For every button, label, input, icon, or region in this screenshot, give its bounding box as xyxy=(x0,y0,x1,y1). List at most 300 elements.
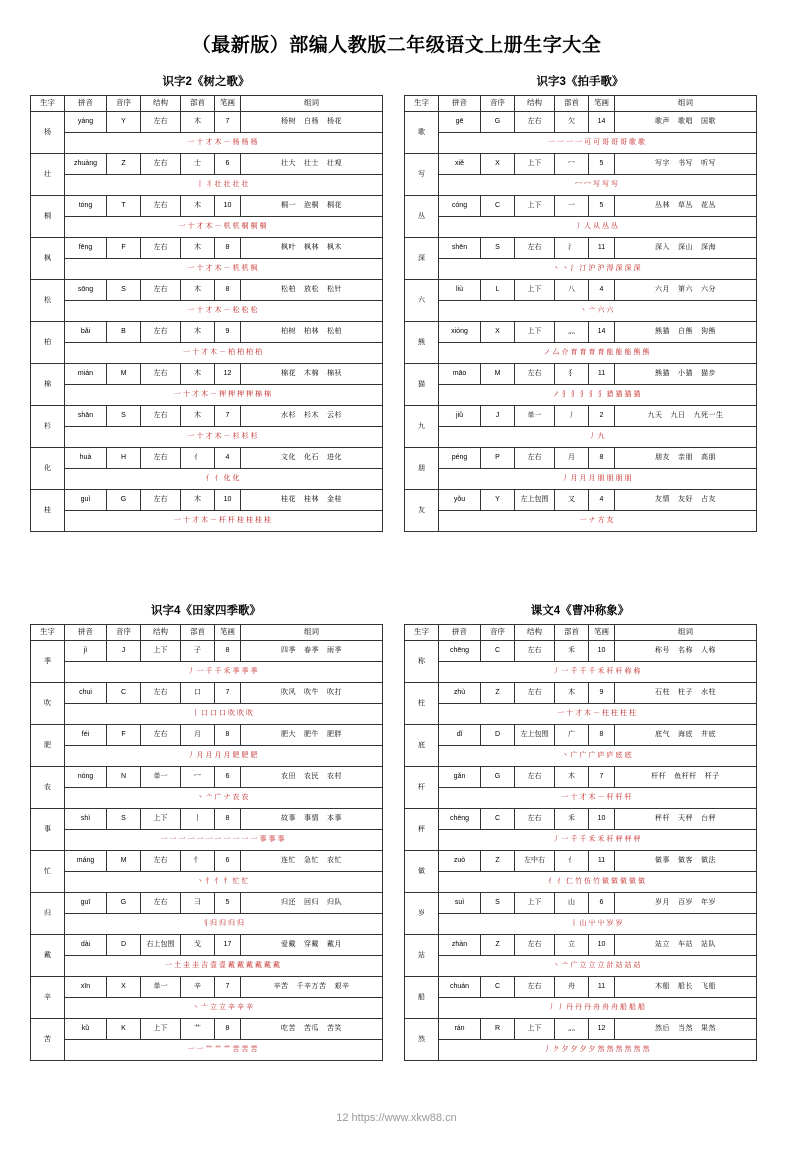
yinxu-cell: F xyxy=(107,238,141,259)
zuci-word: 杉木 xyxy=(304,412,319,420)
jiegou-cell: 左右 xyxy=(141,725,181,746)
bushou-cell: 广 xyxy=(555,725,589,746)
stroke-order-cell: 一十才木－柙柙柙柙棉棉 xyxy=(65,385,383,406)
stroke-row xyxy=(405,788,757,809)
zuci-cell xyxy=(615,406,757,427)
col-zuci: 组词 xyxy=(241,625,383,641)
bihua-cell: 10 xyxy=(215,196,241,217)
zuci-cell xyxy=(615,851,757,872)
col-zi: 生字 xyxy=(405,625,439,641)
bihua-cell: 7 xyxy=(215,112,241,133)
bushou-cell: 木 xyxy=(181,280,215,301)
character-cell: 吹 xyxy=(31,683,65,725)
zuci-word: 肥牛 xyxy=(304,731,319,739)
bushou-cell: 又 xyxy=(555,490,589,511)
bihua-cell: 17 xyxy=(215,935,241,956)
bihua-cell: 11 xyxy=(589,238,615,259)
stroke-row xyxy=(31,217,383,238)
stroke-row xyxy=(31,469,383,490)
bihua-cell: 2 xyxy=(589,406,615,427)
stroke-order-cell: 一十才木－杨杨杨 xyxy=(65,133,383,154)
zuci-word: 本事 xyxy=(327,815,342,823)
zuci-word: 辛苦 xyxy=(273,983,289,991)
table-row xyxy=(405,112,757,133)
zuci-word: 壮观 xyxy=(327,160,342,168)
zuci-cell xyxy=(615,641,757,662)
stroke-order-cell: 丶广广广庐庐底底 xyxy=(439,746,757,767)
table-row xyxy=(405,641,757,662)
zuci-word: 六月 xyxy=(655,286,670,294)
stroke-row xyxy=(405,956,757,977)
stroke-row xyxy=(31,427,383,448)
pinyin-cell: yáng xyxy=(65,112,107,133)
pinyin-cell: féi xyxy=(65,725,107,746)
bushou-cell: 木 xyxy=(181,196,215,217)
pinyin-cell: xióng xyxy=(439,322,481,343)
zuci-word: 桂林 xyxy=(304,496,319,504)
character-cell: 化 xyxy=(31,448,65,490)
zuci-word: 占友 xyxy=(701,496,716,504)
bushou-cell: 舟 xyxy=(555,977,589,998)
character-cell: 壮 xyxy=(31,154,65,196)
stroke-row xyxy=(405,998,757,1019)
jiegou-cell: 左右 xyxy=(141,406,181,427)
zuci-word: 松柏 xyxy=(327,328,342,336)
character-cell: 做 xyxy=(405,851,439,893)
bihua-cell: 7 xyxy=(589,767,615,788)
table-row xyxy=(405,364,757,385)
zuci-word: 杆子 xyxy=(704,773,720,781)
bushou-cell: 辛 xyxy=(181,977,215,998)
yinxu-cell: M xyxy=(107,364,141,385)
col-jiegou: 结构 xyxy=(141,625,181,641)
table-row xyxy=(31,196,383,217)
yinxu-cell: S xyxy=(107,809,141,830)
zuci-cell xyxy=(615,196,757,217)
pinyin-cell: suì xyxy=(439,893,481,914)
bushou-cell: 八 xyxy=(555,280,589,301)
jiegou-cell: 上下 xyxy=(141,809,181,830)
bushou-cell: 忄 xyxy=(181,851,215,872)
jiegou-cell: 左右 xyxy=(141,154,181,175)
block-3-table xyxy=(404,624,757,1061)
zuci-word: 听写 xyxy=(701,160,716,168)
stroke-row xyxy=(31,872,383,893)
zuci-cell xyxy=(615,112,757,133)
jiegou-cell: 上下 xyxy=(515,196,555,217)
jiegou-cell: 左右 xyxy=(515,448,555,469)
zuci-word: 写字 xyxy=(655,160,670,168)
yinxu-cell: Z xyxy=(481,683,515,704)
jiegou-cell: 左右 xyxy=(515,641,555,662)
zuci-cell xyxy=(615,364,757,385)
bihua-cell: 8 xyxy=(215,1019,241,1040)
zuci-cell xyxy=(241,280,383,301)
zuci-word: 做事 xyxy=(655,857,670,865)
jiegou-cell: 左右 xyxy=(141,448,181,469)
watermark: 12 https://www.xkw88.cn xyxy=(336,1112,457,1124)
zuci-word: 丛林 xyxy=(655,202,670,210)
zuci-cell xyxy=(241,448,383,469)
col-bihua: 笔画 xyxy=(589,96,615,112)
zuci-word: 爱戴 xyxy=(281,941,296,949)
yinxu-cell: K xyxy=(107,1019,141,1040)
stroke-order-cell: 丨丬壮壮壮壮 xyxy=(65,175,383,196)
character-cell: 船 xyxy=(405,977,439,1019)
yinxu-cell: C xyxy=(481,977,515,998)
stroke-order-cell: 一十才木－松松松 xyxy=(65,301,383,322)
bushou-cell: 冖 xyxy=(555,154,589,175)
zuci-cell xyxy=(615,322,757,343)
bushou-cell: 亻 xyxy=(181,448,215,469)
zuci-word: 当然 xyxy=(678,1025,693,1033)
jiegou-cell: 左右 xyxy=(515,977,555,998)
pinyin-cell: chèng xyxy=(439,809,481,830)
zuci-word: 归队 xyxy=(327,899,342,907)
zuci-word: 熊猫 xyxy=(655,370,670,378)
pinyin-cell: xīn xyxy=(65,977,107,998)
pinyin-cell: shān xyxy=(65,406,107,427)
bihua-cell: 8 xyxy=(215,809,241,830)
zuci-word: 化石 xyxy=(304,454,319,462)
yinxu-cell: S xyxy=(481,893,515,914)
jiegou-cell: 左右 xyxy=(141,112,181,133)
zuci-word: 柏树 xyxy=(281,328,296,336)
zuci-cell xyxy=(241,767,383,788)
zuci-word: 人称 xyxy=(701,647,716,655)
col-jiegou: 结构 xyxy=(515,96,555,112)
bushou-cell: 丨 xyxy=(181,809,215,830)
zuci-word: 朋友 xyxy=(655,454,670,462)
col-bihua: 笔画 xyxy=(215,96,241,112)
zuci-word: 猫步 xyxy=(701,370,716,378)
col-yinxu: 音序 xyxy=(107,625,141,641)
zuci-word: 站立 xyxy=(655,941,670,949)
pinyin-cell: zhàn xyxy=(439,935,481,956)
stroke-row xyxy=(31,301,383,322)
col-bihua: 笔画 xyxy=(589,625,615,641)
zuci-word: 深山 xyxy=(678,244,693,252)
pinyin-cell: xiě xyxy=(439,154,481,175)
stroke-order-cell: 丿一千千禾季季季 xyxy=(65,662,383,683)
zuci-word: 海底 xyxy=(678,731,693,739)
zuci-cell xyxy=(241,1019,383,1040)
character-cell: 熊 xyxy=(405,322,439,364)
zuci-word: 小猫 xyxy=(678,370,693,378)
block-0-table xyxy=(30,95,383,532)
jiegou-cell: 左右 xyxy=(141,196,181,217)
table-row xyxy=(405,154,757,175)
stroke-row xyxy=(405,175,757,196)
zuci-word: 桐一 xyxy=(281,202,296,210)
stroke-row xyxy=(31,1040,383,1061)
yinxu-cell: G xyxy=(481,767,515,788)
pinyin-cell: rán xyxy=(439,1019,481,1040)
bushou-cell: 木 xyxy=(181,112,215,133)
stroke-row xyxy=(31,343,383,364)
zuci-word: 白熊 xyxy=(678,328,693,336)
block-2 xyxy=(30,602,382,1061)
table-row xyxy=(405,893,757,914)
stroke-order-cell: 一一艹艹艹苦苦苦 xyxy=(65,1040,383,1061)
stroke-order-cell: 一十才木－机机桐桐桐 xyxy=(65,217,383,238)
col-pinyin: 拼音 xyxy=(65,625,107,641)
table-row xyxy=(31,893,383,914)
stroke-order-cell: 一十才木－机机枫 xyxy=(65,259,383,280)
zuci-word: 站队 xyxy=(701,941,716,949)
stroke-row xyxy=(405,469,757,490)
zuci-word: 泡桐 xyxy=(304,202,319,210)
pinyin-cell: jiǔ xyxy=(439,406,481,427)
jiegou-cell: 左右 xyxy=(141,322,181,343)
block-2-body xyxy=(31,641,383,1061)
zuci-word: 松柏 xyxy=(281,286,296,294)
character-cell: 友 xyxy=(405,490,439,532)
table-row xyxy=(31,448,383,469)
zuci-word: 云杉 xyxy=(327,412,342,420)
table-row xyxy=(31,364,383,385)
bihua-cell: 10 xyxy=(215,490,241,511)
jiegou-cell: 右上包围 xyxy=(141,935,181,956)
zuci-word: 秤杆 xyxy=(655,815,670,823)
stroke-order-cell: 一土圭圭吉壹壹戴戴戴戴戴戴 xyxy=(65,956,383,977)
col-zi: 生字 xyxy=(31,625,65,641)
bihua-cell: 9 xyxy=(589,683,615,704)
jiegou-cell: 上下 xyxy=(515,893,555,914)
yinxu-cell: X xyxy=(481,322,515,343)
bihua-cell: 11 xyxy=(589,977,615,998)
zuci-word: 底气 xyxy=(655,731,670,739)
table-row xyxy=(405,935,757,956)
jiegou-cell: 上下 xyxy=(141,641,181,662)
pinyin-cell: máng xyxy=(65,851,107,872)
zuci-word: 狗熊 xyxy=(701,328,716,336)
zuci-word: 穿戴 xyxy=(304,941,319,949)
pinyin-cell: huà xyxy=(65,448,107,469)
stroke-order-cell: 一一一一可可哥哥哥歌歌 xyxy=(439,133,757,154)
col-bihua: 笔画 xyxy=(215,625,241,641)
pinyin-cell: zhù xyxy=(439,683,481,704)
zuci-cell xyxy=(241,154,383,175)
jiegou-cell: 左右 xyxy=(141,364,181,385)
block-0 xyxy=(30,73,382,532)
jiegou-cell: 左右 xyxy=(141,893,181,914)
yinxu-cell: Z xyxy=(481,935,515,956)
stroke-order-cell: 丶丶氵汀沪沪淂深深深 xyxy=(439,259,757,280)
pinyin-cell: péng xyxy=(439,448,481,469)
zuci-word: 名称 xyxy=(678,647,693,655)
bihua-cell: 5 xyxy=(589,196,615,217)
col-zi: 生字 xyxy=(31,96,65,112)
stroke-order-cell: 丿一千千千禾秆秆称称 xyxy=(439,662,757,683)
character-cell: 桂 xyxy=(31,490,65,532)
bushou-cell: 木 xyxy=(555,767,589,788)
bihua-cell: 7 xyxy=(215,977,241,998)
character-cell: 枫 xyxy=(31,238,65,280)
stroke-order-cell: 一十才木－柏柏柏柏 xyxy=(65,343,383,364)
stroke-order-cell: 一十才木－柱柱柱柱 xyxy=(439,704,757,725)
stroke-row xyxy=(31,175,383,196)
stroke-row xyxy=(405,385,757,406)
zuci-cell xyxy=(615,238,757,259)
stroke-order-cell: 丶亠广ナ农农 xyxy=(65,788,383,809)
pinyin-cell: jì xyxy=(65,641,107,662)
zuci-word: 九日 xyxy=(670,412,686,420)
pinyin-cell: shēn xyxy=(439,238,481,259)
bushou-cell: 士 xyxy=(181,154,215,175)
yinxu-cell: Y xyxy=(481,490,515,511)
col-zuci: 组词 xyxy=(615,96,757,112)
zuci-word: 枫林 xyxy=(304,244,319,252)
stroke-row xyxy=(405,830,757,851)
table-row xyxy=(31,683,383,704)
bihua-cell: 9 xyxy=(215,322,241,343)
pinyin-cell: mián xyxy=(65,364,107,385)
zuci-cell xyxy=(241,935,383,956)
stroke-order-cell: 一ナ方友 xyxy=(439,511,757,532)
yinxu-cell: B xyxy=(107,322,141,343)
zuci-word: 歌唱 xyxy=(678,118,693,126)
zuci-word: 桂花 xyxy=(281,496,296,504)
zuci-cell xyxy=(615,448,757,469)
zuci-cell xyxy=(615,893,757,914)
zuci-word: 放松 xyxy=(304,286,319,294)
table-row xyxy=(31,935,383,956)
bushou-cell: 禾 xyxy=(555,641,589,662)
jiegou-cell: 左右 xyxy=(141,490,181,511)
stroke-row xyxy=(31,914,383,935)
bushou-cell: 子 xyxy=(181,641,215,662)
stroke-row xyxy=(405,511,757,532)
pinyin-cell: yǒu xyxy=(439,490,481,511)
bihua-cell: 8 xyxy=(215,641,241,662)
character-cell: 肥 xyxy=(31,725,65,767)
bihua-cell: 6 xyxy=(215,767,241,788)
zuci-word: 九死一生 xyxy=(693,412,724,420)
yinxu-cell: C xyxy=(481,809,515,830)
zuci-word: 壮大 xyxy=(281,160,296,168)
jiegou-cell: 左右 xyxy=(515,364,555,385)
stroke-order-cell: 丿人从丛丛 xyxy=(439,217,757,238)
yinxu-cell: G xyxy=(107,490,141,511)
zuci-word: 艰辛 xyxy=(334,983,350,991)
character-cell: 杉 xyxy=(31,406,65,448)
col-jiegou: 结构 xyxy=(141,96,181,112)
zuci-word: 金桂 xyxy=(327,496,342,504)
table-row xyxy=(31,641,383,662)
bushou-cell: 木 xyxy=(181,406,215,427)
jiegou-cell: 单一 xyxy=(141,767,181,788)
table-row xyxy=(405,196,757,217)
table-row xyxy=(31,851,383,872)
bihua-cell: 10 xyxy=(589,809,615,830)
zuci-word: 水柱 xyxy=(701,689,716,697)
table-row xyxy=(31,406,383,427)
pinyin-cell: guì xyxy=(65,490,107,511)
col-zuci: 组词 xyxy=(615,625,757,641)
bihua-cell: 4 xyxy=(589,280,615,301)
character-cell: 杆 xyxy=(405,767,439,809)
yinxu-cell: F xyxy=(107,725,141,746)
table-row xyxy=(405,977,757,998)
yinxu-cell: X xyxy=(481,154,515,175)
bushou-cell: 木 xyxy=(181,238,215,259)
zuci-word: 然后 xyxy=(655,1025,670,1033)
jiegou-cell: 左右 xyxy=(515,238,555,259)
pinyin-cell: shì xyxy=(65,809,107,830)
yinxu-cell: Z xyxy=(481,851,515,872)
zuci-word: 船长 xyxy=(678,983,693,991)
table-row xyxy=(405,851,757,872)
zuci-word: 农村 xyxy=(327,773,342,781)
col-pinyin: 拼音 xyxy=(439,625,481,641)
col-pinyin: 拼音 xyxy=(439,96,481,112)
bushou-cell: 氵 xyxy=(555,238,589,259)
jiegou-cell: 左右 xyxy=(515,683,555,704)
stroke-order-cell: 丿月月月月肥肥肥 xyxy=(65,746,383,767)
pinyin-cell: chuán xyxy=(439,977,481,998)
zuci-word: 友情 xyxy=(655,496,670,504)
character-cell: 朋 xyxy=(405,448,439,490)
character-cell: 九 xyxy=(405,406,439,448)
character-cell: 季 xyxy=(31,641,65,683)
col-bushou: 部首 xyxy=(181,96,215,112)
table-row xyxy=(31,767,383,788)
jiegou-cell: 左上包围 xyxy=(515,725,555,746)
zuci-cell xyxy=(615,154,757,175)
table-row xyxy=(31,238,383,259)
bihua-cell: 12 xyxy=(215,364,241,385)
bushou-cell: 山 xyxy=(555,893,589,914)
stroke-row xyxy=(405,704,757,725)
zuci-cell xyxy=(615,977,757,998)
zuci-cell xyxy=(241,683,383,704)
zuci-word: 草丛 xyxy=(678,202,693,210)
jiegou-cell: 上下 xyxy=(515,154,555,175)
character-cell: 柏 xyxy=(31,322,65,364)
block-1-body xyxy=(405,112,757,532)
pinyin-cell: cóng xyxy=(439,196,481,217)
stroke-row xyxy=(405,914,757,935)
jiegou-cell: 左右 xyxy=(141,851,181,872)
zuci-word: 吹风 xyxy=(281,689,296,697)
zuci-word: 肥大 xyxy=(281,731,296,739)
stroke-row xyxy=(31,133,383,154)
zuci-cell xyxy=(615,683,757,704)
zuci-word: 棉袄 xyxy=(327,370,342,378)
pinyin-cell: gē xyxy=(439,112,481,133)
table-row xyxy=(31,809,383,830)
stroke-row xyxy=(31,704,383,725)
character-cell: 棉 xyxy=(31,364,65,406)
zuci-word: 花丛 xyxy=(701,202,716,210)
table-row xyxy=(405,280,757,301)
character-cell: 歌 xyxy=(405,112,439,154)
col-yinxu: 音序 xyxy=(481,625,515,641)
jiegou-cell: 左右 xyxy=(515,767,555,788)
yinxu-cell: S xyxy=(107,406,141,427)
zuci-cell xyxy=(615,935,757,956)
yinxu-cell: D xyxy=(107,935,141,956)
character-cell: 农 xyxy=(31,767,65,809)
zuci-word: 农民 xyxy=(304,773,319,781)
bihua-cell: 7 xyxy=(215,406,241,427)
bushou-cell: 月 xyxy=(181,725,215,746)
zuci-word: 农忙 xyxy=(327,857,342,865)
stroke-row xyxy=(405,343,757,364)
stroke-order-cell: 丶亠广立立立計站站站 xyxy=(439,956,757,977)
stroke-row xyxy=(31,511,383,532)
